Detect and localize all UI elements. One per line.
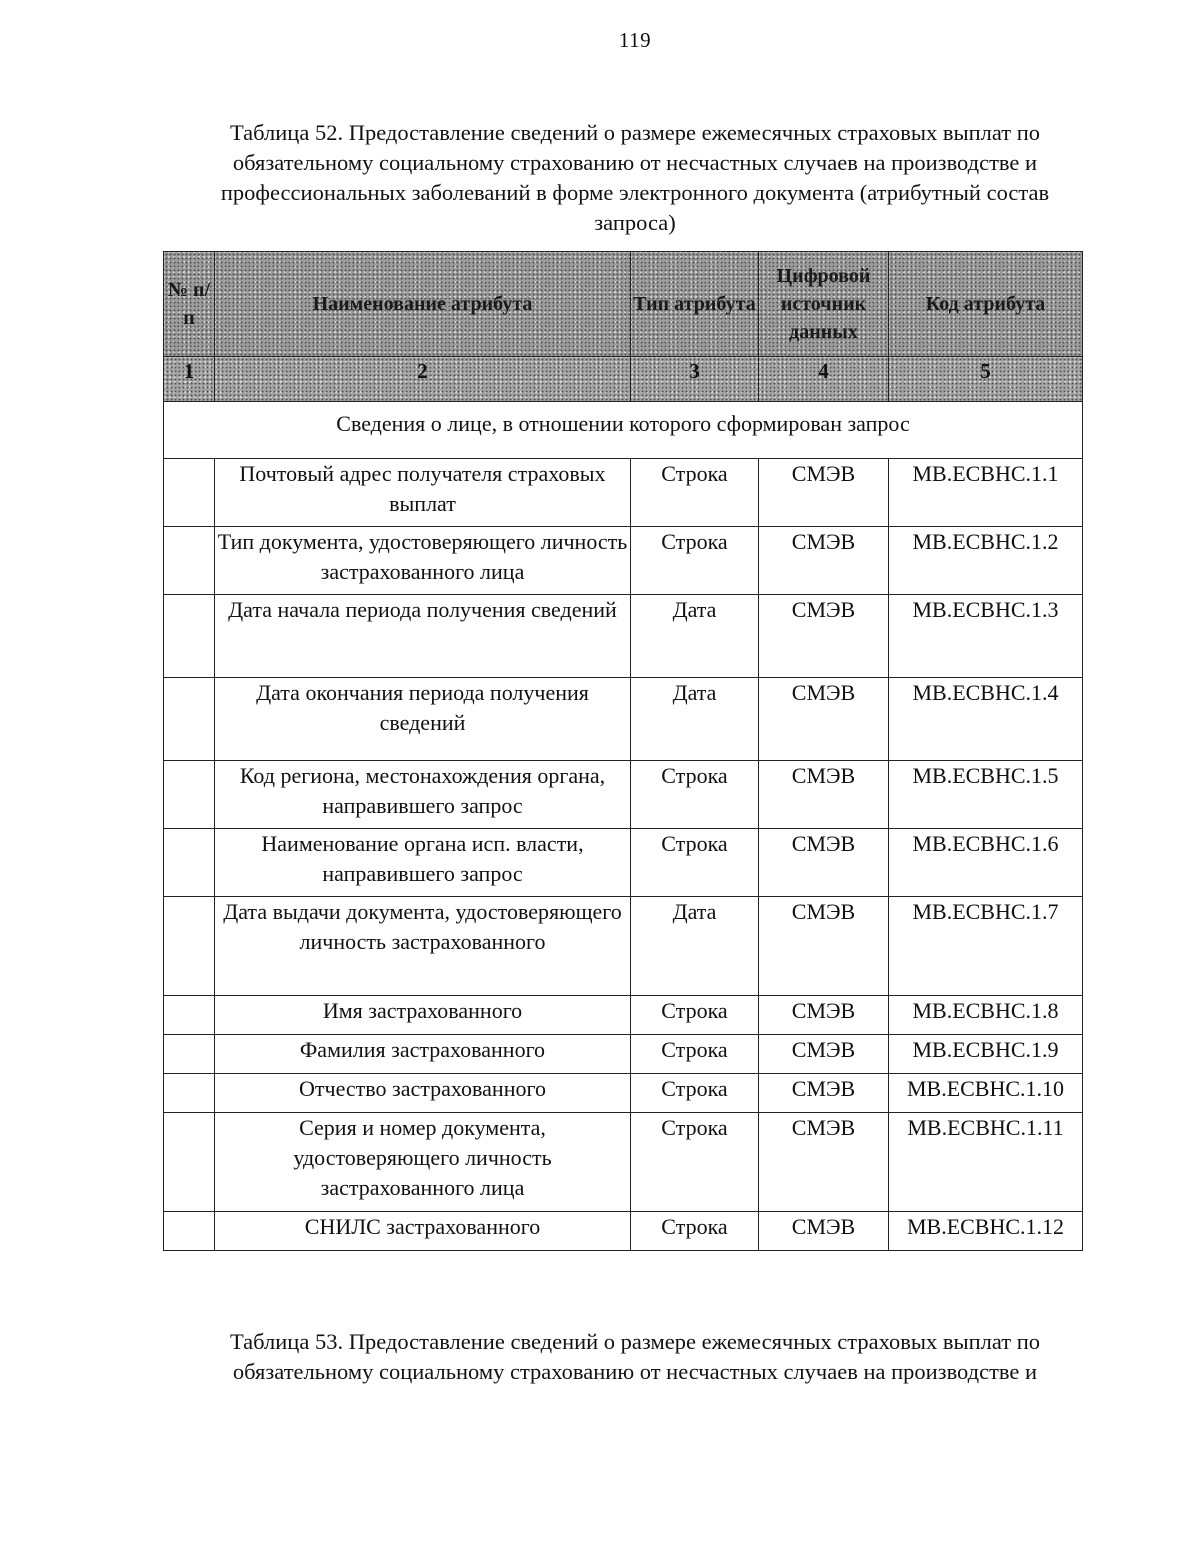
row-code: MB.ECBHC.1.10 [889, 1074, 1083, 1113]
row-source: СМЭВ [759, 1212, 889, 1251]
row-code: MB.ECBHC.1.9 [889, 1035, 1083, 1074]
header-name: Наименование атрибута [215, 252, 631, 357]
table-header-row [164, 252, 1083, 357]
table-row [164, 459, 1083, 527]
row-type: Строка [631, 1113, 759, 1212]
row-name: Дата выдачи документа, удостоверяющего личность застрахованного [215, 897, 631, 996]
row-num [164, 897, 215, 996]
table-row [164, 1074, 1083, 1113]
column-numbers-row [164, 357, 1083, 402]
row-name: Тип документа, удостоверяющего личность застрахованного лица [215, 527, 631, 595]
row-code: MB.ECBHC.1.6 [889, 829, 1083, 897]
row-source: СМЭВ [759, 829, 889, 897]
row-num [164, 1212, 215, 1251]
row-type: Дата [631, 678, 759, 761]
table-row [164, 996, 1083, 1035]
row-type: Строка [631, 761, 759, 829]
row-source: СМЭВ [759, 1074, 889, 1113]
row-num [164, 459, 215, 527]
table-row [164, 1113, 1083, 1212]
row-num [164, 761, 215, 829]
table-row [164, 595, 1083, 678]
row-name: Почтовый адрес получателя страховых выплат [215, 459, 631, 527]
row-source: СМЭВ [759, 1113, 889, 1212]
row-type: Строка [631, 996, 759, 1035]
table-row [164, 897, 1083, 996]
row-name: Имя застрахованного [215, 996, 631, 1035]
section-title: Сведения о лице, в отношении которого сформирован запрос [164, 402, 1083, 459]
header-type: Тип атрибута [631, 252, 759, 357]
row-name: Дата начала периода получения сведений [215, 595, 631, 678]
row-source: СМЭВ [759, 761, 889, 829]
header-source: Цифровой источник данных [759, 252, 889, 357]
header-num: № п/ п [164, 252, 215, 357]
table-53-caption: Таблица 53. Предоставление сведений о размере ежемесячных страховых выплат по обязательному социальному страхованию от несчастных случаев на производстве и [229, 1329, 1041, 1384]
column-number: 4 [759, 357, 889, 402]
row-name: Отчество застрахованного [215, 1074, 631, 1113]
page-number: 119 [618, 28, 652, 52]
row-code: MB.ECBHC.1.12 [889, 1212, 1083, 1251]
header-code: Код атрибута [889, 252, 1083, 357]
row-source: СМЭВ [759, 459, 889, 527]
row-name: СНИЛС застрахованного [215, 1212, 631, 1251]
row-code: MB.ECBHC.1.1 [889, 459, 1083, 527]
row-num [164, 595, 215, 678]
row-type: Строка [631, 829, 759, 897]
table-row [164, 761, 1083, 829]
row-source: СМЭВ [759, 996, 889, 1035]
table-row [164, 678, 1083, 761]
row-source: СМЭВ [759, 897, 889, 996]
row-type: Строка [631, 1074, 759, 1113]
column-number: 3 [631, 357, 759, 402]
row-num [164, 1035, 215, 1074]
row-type: Строка [631, 1212, 759, 1251]
row-num [164, 996, 215, 1035]
row-num [164, 1113, 215, 1212]
column-number: 1 [164, 357, 215, 402]
row-type: Строка [631, 527, 759, 595]
row-code: MB.ECBHC.1.3 [889, 595, 1083, 678]
column-number: 2 [215, 357, 631, 402]
row-source: СМЭВ [759, 527, 889, 595]
row-num [164, 829, 215, 897]
row-num [164, 678, 215, 761]
row-type: Строка [631, 459, 759, 527]
table-row [164, 527, 1083, 595]
row-name: Дата окончания периода получения сведений [215, 678, 631, 761]
row-name: Код региона, местонахождения органа, направившего запрос [215, 761, 631, 829]
column-number: 5 [889, 357, 1083, 402]
table-row [164, 1212, 1083, 1251]
row-code: MB.ECBHC.1.2 [889, 527, 1083, 595]
row-num [164, 1074, 215, 1113]
row-type: Строка [631, 1035, 759, 1074]
row-code: MB.ECBHC.1.8 [889, 996, 1083, 1035]
row-code: MB.ECBHC.1.11 [889, 1113, 1083, 1212]
row-code: MB.ECBHC.1.5 [889, 761, 1083, 829]
row-name: Серия и номер документа, удостоверяющего личность застрахованного лица [215, 1113, 631, 1212]
row-source: СМЭВ [759, 678, 889, 761]
section-row [164, 402, 1083, 459]
row-source: СМЭВ [759, 595, 889, 678]
table-row [164, 1035, 1083, 1074]
table-52-caption: Таблица 52. Предоставление сведений о размере ежемесячных страховых выплат по обязательному социальному страхованию от несчастных случаев на производстве и профессиональных заболеваний в форме электронного документа (атрибутный состав запроса) [220, 120, 1050, 235]
row-code: MB.ECBHC.1.4 [889, 678, 1083, 761]
row-num [164, 527, 215, 595]
row-type: Дата [631, 897, 759, 996]
attributes-table [163, 251, 1083, 1251]
row-name: Фамилия застрахованного [215, 1035, 631, 1074]
row-code: MB.ECBHC.1.7 [889, 897, 1083, 996]
row-name: Наименование органа исп. власти, направившего запрос [215, 829, 631, 897]
row-type: Дата [631, 595, 759, 678]
table-row [164, 829, 1083, 897]
row-source: СМЭВ [759, 1035, 889, 1074]
